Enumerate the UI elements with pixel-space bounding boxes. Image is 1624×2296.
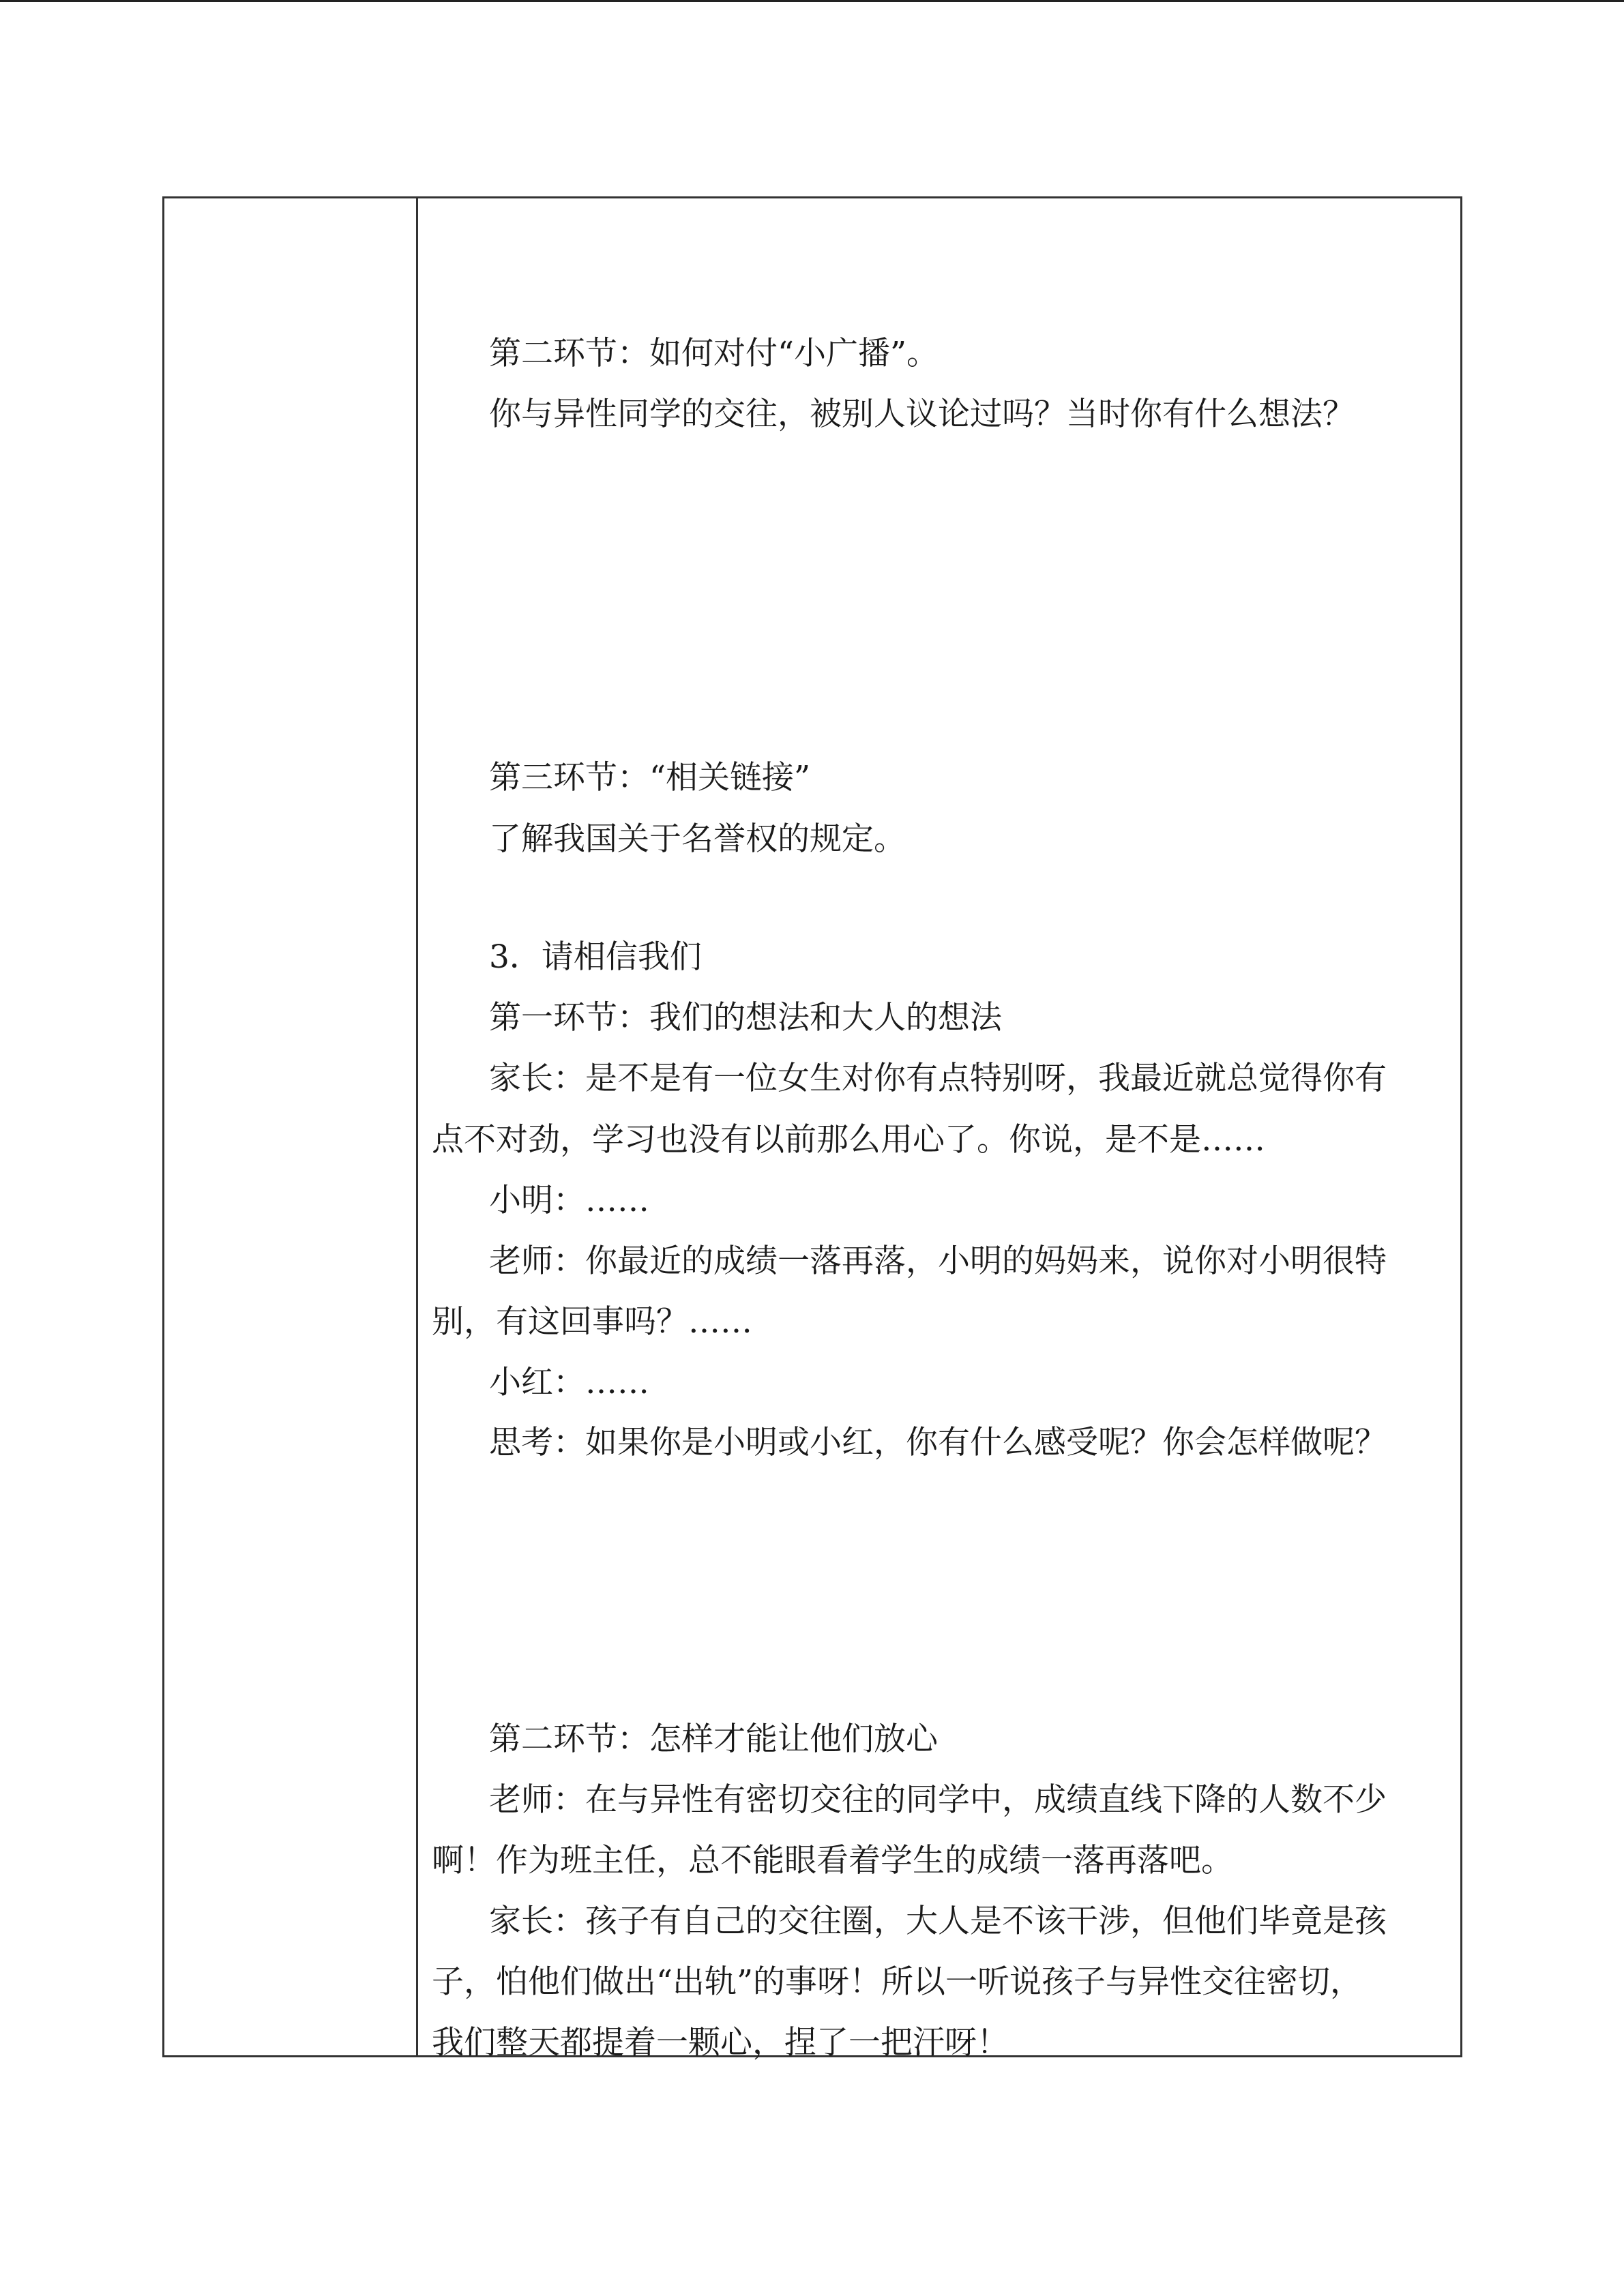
xiaoming-reply: 小明：…… bbox=[489, 1182, 649, 1219]
lesson-plan-table bbox=[162, 196, 1462, 2061]
parent-dialogue-line-1: 家长：是不是有一位女生对你有点特别呀，我最近就总觉得你有 bbox=[489, 1060, 1387, 1097]
reputation-rights-note: 了解我国关于名誉权的规定。 bbox=[489, 820, 906, 858]
parent-concern-line-2: 子，怕他们做出“出轨”的事呀！所以一听说孩子与异性交往密切， bbox=[432, 1963, 1363, 2001]
teacher-dialogue-line-2: 别，有这回事吗？…… bbox=[432, 1303, 752, 1341]
content-column-cell bbox=[418, 198, 1460, 2061]
section-heading-gossip: 第二环节：如何对付“小广播”。 bbox=[489, 335, 939, 372]
section-heading-our-thoughts: 第一环节：我们的想法和大人的想法 bbox=[489, 999, 1002, 1037]
left-column-cell bbox=[164, 198, 418, 2055]
reflection-question: 思考：如果你是小明或小红，你有什么感受呢？你会怎样做呢？ bbox=[489, 1424, 1387, 1461]
teacher-concern-line-1: 老师：在与异性有密切交往的同学中，成绩直线下降的人数不少 bbox=[489, 1781, 1387, 1819]
question-discussed: 你与异性同学的交往，被别人议论过吗？当时你有什么想法？ bbox=[489, 396, 1355, 433]
teacher-dialogue-line-1: 老师：你最近的成绩一落再落，小明的妈妈来，说你对小明很特 bbox=[489, 1242, 1387, 1280]
parent-concern-line-1: 家长：孩子有自己的交往圈，大人是不该干涉，但他们毕竟是孩 bbox=[489, 1903, 1387, 1940]
xiaohong-reply: 小红：…… bbox=[489, 1364, 649, 1401]
parent-dialogue-line-2: 点不对劲，学习也没有以前那么用心了。你说，是不是…… bbox=[432, 1121, 1265, 1159]
parent-concern-line-3: 我们整天都提着一颗心，捏了一把汗呀！ bbox=[432, 2024, 1009, 2061]
section-heading-related-links: 第三环节：“相关链接” bbox=[489, 759, 811, 796]
page-top-border bbox=[0, 0, 1624, 2]
section-heading-reassure: 第二环节：怎样才能让他们放心 bbox=[489, 1720, 938, 1758]
teacher-concern-line-2: 啊！作为班主任，总不能眼看着学生的成绩一落再落吧。 bbox=[432, 1842, 1233, 1879]
part-heading-trust-us: 3．请相信我们 bbox=[489, 938, 702, 976]
